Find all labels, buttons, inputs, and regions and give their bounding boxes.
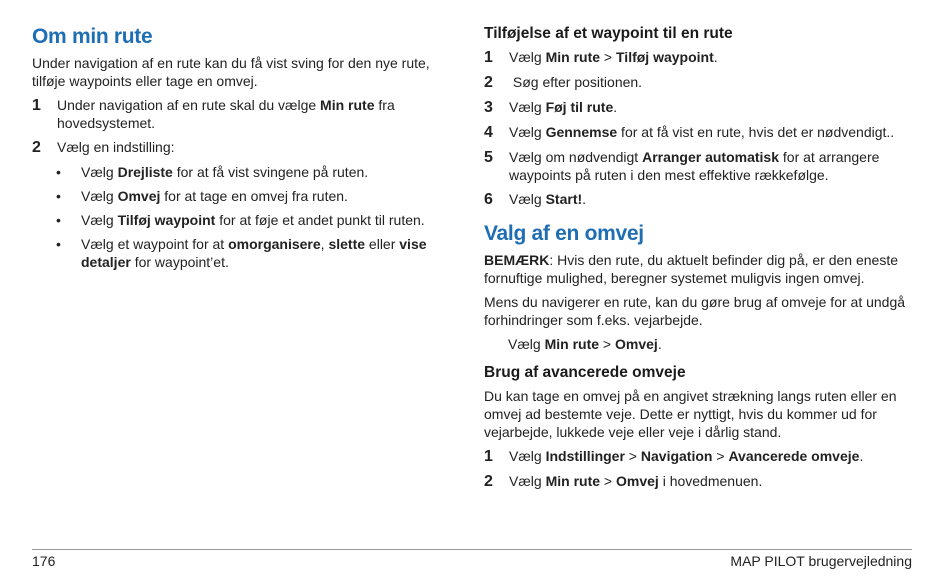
step-number: 1 (32, 97, 41, 114)
bullet-icon: • (56, 212, 61, 228)
section-title-valg-af-omvej: Valg af en omvej (484, 222, 644, 245)
bullet-item-tilfoej-waypoint: • Vælg Tilføj waypoint for at føje et andet punkt til ruten. (56, 212, 425, 228)
right-column (484, 24, 914, 497)
detour-paragraph: Mens du navigerer en rute, kan du gøre brug af omveje for at undgå forhindringer som f.eks. vejarbejde. (484, 294, 906, 328)
step-number: 5 (484, 149, 493, 166)
step-number: 6 (484, 191, 493, 208)
subsection-title-advanced-detours: Brug af avancerede omveje (484, 364, 686, 381)
step-number: 1 (484, 448, 493, 465)
step-1 (32, 96, 457, 132)
subsection-title-add-waypoint: Tilføjelse af et waypoint til en rute (484, 25, 733, 42)
advanced-paragraph: Du kan tage en omvej på en angivet strækning langs ruten eller en omvej ad bestemte veje. Dette er nyttigt, hvis du kommer ud for vejarbejde, lukkede veje eller veje i dårlig stand. (484, 388, 897, 440)
step-number: 3 (484, 99, 493, 116)
adv-step-2: 2 Vælg Min rute > Omvej i hovedmenuen. (484, 473, 763, 490)
add-step-3: 3 Vælg Føj til rute. (484, 99, 618, 116)
bullet-icon: • (56, 188, 61, 204)
detour-selection: Vælg Min rute > Omvej. (508, 336, 662, 352)
step-number: 1 (484, 49, 493, 66)
note-paragraph: BEMÆRK: Hvis den rute, du aktuelt befinder dig på, er den eneste fornuftige mulighed, beregner systemet muligvis ingen omvej. (484, 252, 899, 286)
bullet-icon: • (56, 236, 61, 252)
intro-paragraph: Under navigation af en rute kan du få vist sving for den nye rute, tilføje waypoints eller tage en omvej. (32, 55, 430, 89)
step-2 (32, 138, 457, 157)
step-number: 2 (32, 139, 41, 156)
bullet-item-omvej: • Vælg Omvej for at tage en omvej fra ruten. (56, 188, 348, 204)
section-title-om-min-rute: Om min rute (32, 25, 153, 48)
step-text: Vælg en indstilling: (57, 139, 175, 155)
step-number: 2 (484, 473, 493, 490)
bullet-icon: • (56, 164, 61, 180)
step-number: 2 (484, 74, 493, 91)
bullet-item-waypoint-actions: • Vælg et waypoint for at omorganisere, slette eller vise detaljer for waypoint’et. (56, 236, 427, 270)
adv-step-1: 1 Vælg Indstillinger > Navigation > Avancerede omveje. (484, 448, 864, 465)
add-step-2 (484, 73, 914, 92)
left-column (32, 24, 457, 277)
step-text: Under navigation af en rute skal du vælge Min rute fra hovedsystemet. (57, 97, 395, 131)
bullet-item-drejliste: • Vælg Drejliste for at få vist svingene på ruten. (56, 164, 369, 180)
note-label: BEMÆRK (484, 252, 550, 268)
add-step-5: 5 Vælg om nødvendigt Arranger automatisk for at arrangere waypoints på ruten i den mest effektive rækkefølge. (484, 149, 880, 183)
page-number: 176 (32, 553, 56, 569)
step-number: 4 (484, 124, 493, 141)
manual-title: MAP PILOT brugervejledning (730, 553, 912, 569)
footer-divider (32, 549, 912, 550)
add-step-1: 1 Vælg Min rute > Tilføj waypoint. (484, 49, 718, 66)
step-text: Søg efter positionen. (509, 74, 643, 90)
add-step-4: 4 Vælg Gennemse for at få vist en rute, hvis det er nødvendigt.. (484, 124, 895, 141)
add-step-6: 6 Vælg Start!. (484, 191, 587, 208)
